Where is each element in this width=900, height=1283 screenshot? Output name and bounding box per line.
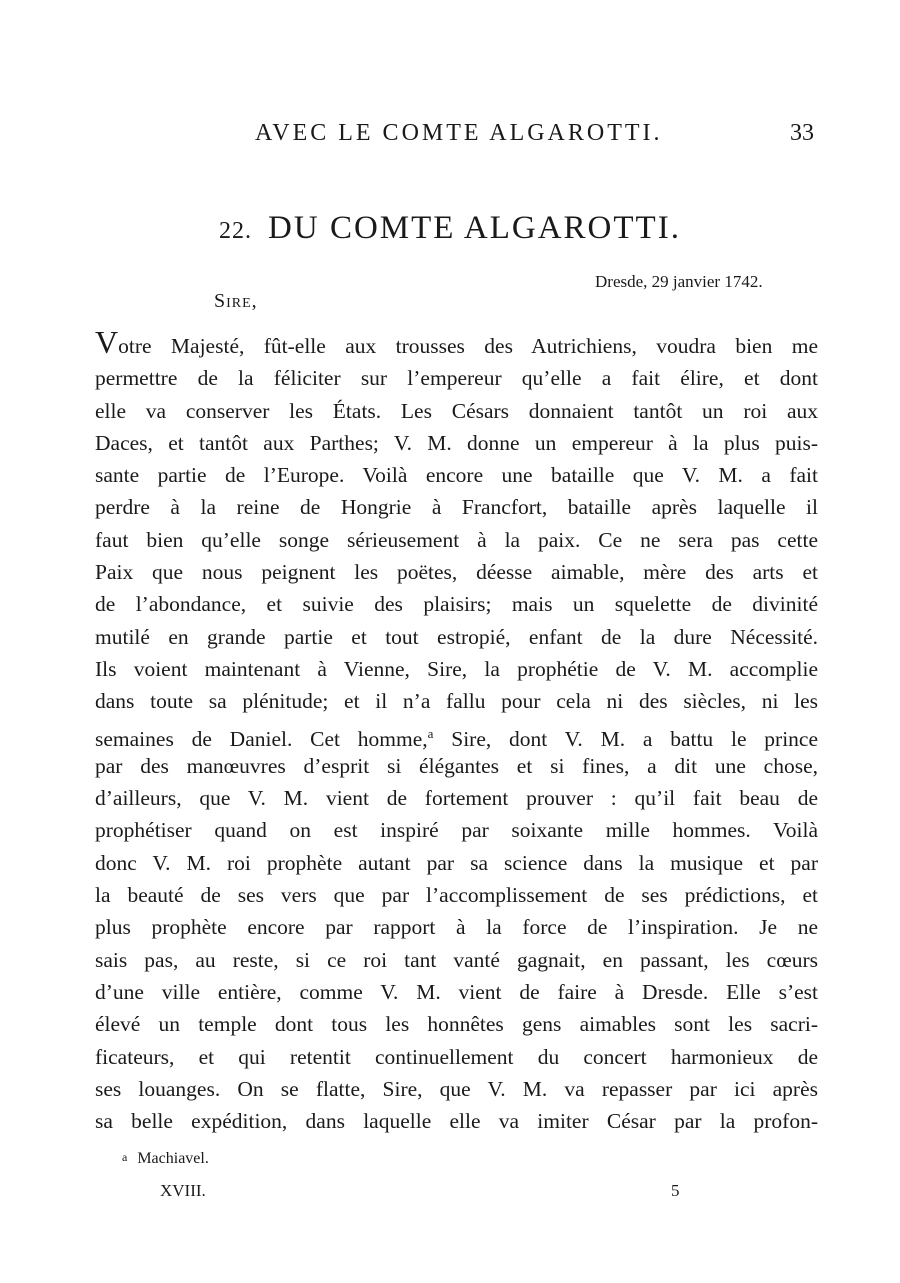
body-line: d’une ville entière, comme V. M. vient de faire à Dresde. Elle s’est [95,979,818,1004]
page-number: 33 [790,120,814,146]
letter-body [95,324,818,1137]
body-line-text: otre Majesté, fût-elle aux trousses des Autrichiens, voudra bien me [118,334,818,358]
letter-number: 22. [219,218,253,244]
body-line: faut bien qu’elle songe sérieusement à la paix. Ce ne sera pas cette [95,527,818,552]
running-title: AVEC LE COMTE ALGAROTTI. [255,120,663,146]
drop-cap: V [95,324,119,360]
signature-mark: XVIII. [160,1181,206,1200]
body-line: perdre à la reine de Hongrie à Francfort, bataille après laquelle il [95,495,818,520]
body-line: mutilé en grande partie et tout estropié, enfant de la dure Nécessité. [95,624,818,649]
body-line: ficateurs, et qui retentit continuellement du concert harmonieux de [95,1044,818,1069]
footnote-marker: a [122,1150,128,1164]
footnote-text: Machiavel. [137,1150,209,1167]
sheet-number: 5 [671,1181,680,1200]
body-line: permettre de la féliciter sur l’empereur qu’elle a fait élire, et dont [95,366,818,391]
body-line: prophétiser quand on est inspiré par soixante mille hommes. Voilà [95,818,818,843]
footnote [122,1150,209,1168]
body-line-text: semaines de Daniel. Cet homme, [95,726,428,751]
body-line: Ils voient maintenant à Vienne, Sire, la prophétie de V. M. accomplie [95,656,818,681]
body-line: plus prophète encore par rapport à la force de l’inspiration. Je ne [95,915,818,940]
letter-salutation: Sire, [214,290,258,312]
body-line: sais pas, au reste, si ce roi tant vanté gagnait, en passant, les cœurs [95,947,818,972]
body-line: Paix que nous peignent les poëtes, déesse aimable, mère des arts et [95,560,818,585]
body-line: la beauté de ses vers que par l’accomplissement de ses prédictions, et [95,883,818,908]
letter-title: DU COMTE ALGAROTTI. [268,210,681,246]
body-line: élevé un temple dont tous les honnêtes gens aimables sont les sacri- [95,1012,818,1037]
body-line: sa belle expédition, dans laquelle elle va imiter César par la profon- [95,1109,818,1134]
body-line: sante partie de l’Europe. Voilà encore une bataille que V. M. a fait [95,463,818,488]
body-line [95,324,818,362]
body-line-text: Sire, dont V. M. a battu le prince [433,726,818,751]
running-header [0,120,900,154]
body-line: dans toute sa plénitude; et il n’a fallu pour cela ni des siècles, ni les [95,689,818,714]
body-line: Daces, et tantôt aux Parthes; V. M. donne un empereur à la plus puis- [95,430,818,455]
body-line: d’ailleurs, que V. M. vient de fortement prouver : qu’il fait beau de [95,786,818,811]
letter-heading [0,210,900,247]
body-line: elle va conserver les États. Les Césars donnaient tantôt un roi aux [95,398,818,423]
body-line: par des manœuvres d’esprit si élégantes et si fines, a dit une chose, [95,753,818,778]
body-line: de l’abondance, et suivie des plaisirs; mais un squelette de divinité [95,592,818,617]
body-line [95,718,818,750]
letter-dateline: Dresde, 29 janvier 1742. [595,272,763,291]
footnote-reference: a [427,725,434,741]
body-line: ses louanges. On se flatte, Sire, que V. M. va repasser par ici après [95,1076,818,1101]
body-line: donc V. M. roi prophète autant par sa science dans la musique et par [95,850,818,875]
